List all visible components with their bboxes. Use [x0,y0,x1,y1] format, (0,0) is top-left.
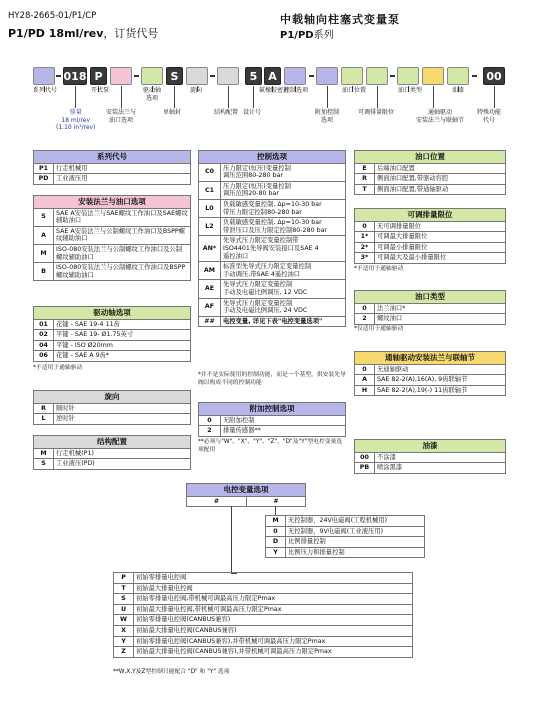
label-port-type: 油口类型 [398,87,423,94]
port-type-note: *仅适用于通轴驱动 [354,326,404,332]
limit-note: *不适用于通轴驱动 [354,266,404,272]
dash [309,75,314,77]
table-row: 2 排量传感器** [199,426,346,437]
doc-cn-subtitle: P1/PD系列 [280,30,334,41]
code-box-control [284,67,306,85]
table-row: L0 负载敏感变量控制, Δp=10-30 bar 带压力限定控制80-280 bar [199,199,346,217]
ec-sub-table [265,515,425,558]
table-row: 0 法兰油口* [355,303,506,314]
label-series: 系列代号 [33,87,58,94]
doc-code: HY28-2665-01/P1/CP [8,11,97,21]
code-box-thru [422,67,444,85]
table-row: 0 无附加控制 [199,415,346,426]
table-row: 2 螺纹油口 [355,314,506,325]
port-pos-table: 油口位置 E 后端油口配置 R 侧面油口配置,带驱动容腔 T 侧面油口配置,带通轴驱动 [354,150,506,195]
table-row: PB 喷涂黑漆 [355,463,506,474]
table-row: C0 压力限定(恒压)变量控制 调压范围80-280 bar [199,163,346,181]
dash [134,75,139,77]
table-row: M ISO-080安装法兰与公制螺纹工作油口及公制螺纹辅助油口 [34,244,191,262]
table-row: 0 无控制器，9V电磁阀(工业液压用) [266,526,425,537]
label-control: 控制选项 [284,87,309,94]
table-row: 04 平键 - ISO Ø20mm [34,340,191,351]
shaft-table: 驱动轴选项 01 花键 - SAE 19-4 11齿 02 平键 - SAE 19- Ø1.75英寸 04 平键 - ISO Ø20mm 06 花键 - SAE A 9齿* [33,306,191,362]
label-thru: 通轴驱动 安装法兰与联轴节 [416,109,465,124]
table-row: S 工业液压(PD) [34,459,191,470]
table-row: ## 电控变量, 详见下表"电控变量选项" [199,316,346,327]
label-paint: 油漆 [452,87,465,94]
table-row: 06 花键 - SAE A 9齿* [34,351,191,362]
label-special: 特殊功能 代号 [477,109,502,124]
table-row: 0 无可调排量限位 [355,221,506,232]
label-mount: 安装法兰与 油口选项 [106,109,137,124]
label-design: 设计号 [243,109,262,116]
table-row: P 初始零排量电控阀 [114,573,413,584]
code-box-mount [110,67,132,85]
code-box-displacement: 018 [63,67,87,85]
label-displacement: 排量 18 ml/rev (1.10 in³/rev) [56,109,96,131]
label-struct: 结构配置 [214,109,239,116]
table-row: D 比例排量控制 [266,537,425,548]
table-row: A SAE 82-2(A),16(A), 9齿联轴节 [355,375,506,386]
mount-table: 安装法兰与油口选项 S SAE A安装法兰与SAE螺纹工作油口及SAE螺纹辅助油口 A SAE A安装法兰与公制螺纹工作油口及BSPP螺纹辅助油口 M ISO-080安装法兰与公制螺纹工作油口及公制螺纹辅助油口 B ISO-080安装法兰与公制螺纹工作油口及BSPP螺纹辅助油口 [33,195,191,281]
port-type-table: 油口类型 0 法兰油口* 2 螺纹油口 [354,290,506,325]
table-row: S 初始零排量电控阀,带机械可调最高压力限定Pmax [114,594,413,605]
doc-title: P1/PD 18ml/rev，订货代号 [8,27,159,40]
ec-header-table: 电控变量选项 # # [186,483,306,507]
code-box-port-pos [341,67,363,85]
series-table: 系列代号 P1 行走机械用 PD 工业液压用 [33,150,191,185]
table-row: R 顺时针 [34,403,191,414]
table-row: U 初始最大排量电控阀,带机械可调最高压力限定Pmax [114,604,413,615]
table-row: P1 行走机械用 [34,163,191,174]
code-box-port-type [397,67,419,85]
ec-note: **W,X,Y及Z型控制只能配合 "D" 和 "Y" 选项 [113,669,230,675]
table-row: 3* 可调最大及最小排量限位 [355,253,506,264]
doc-cn-title: 中载轴向柱塞式变量泵 [280,13,400,26]
code-box-shaft [141,67,163,85]
dash [472,75,477,77]
table-row: W 初始零排量电控阀(CANBUS兼容) [114,615,413,626]
table-row: AN* 先导式压力限定变量控制带 ISO4401先导阀安装接口及SAE 4 遥控油口 [199,236,346,262]
table-row: PD 工业液压用 [34,174,191,185]
label-addl: 附加控制 选项 [315,109,340,124]
table-row: C1 压力限定(恒压)变量控制 调压范围20-80 bar [199,181,346,199]
dash [56,75,61,77]
table-row: T 侧面油口配置,带通轴驱动 [355,184,506,195]
code-box-fkm: A [264,67,281,85]
ec-main-table [113,572,413,658]
thru-table: 通轴驱动安装法兰与联轴节 0 无通轴驱动 A SAE 82-2(A),16(A), 9齿联轴节 H SAE 82-2(A),19(-) 11齿联轴节 [354,351,506,396]
table-row: R 侧面油口配置,带驱动容腔 [355,174,506,185]
control-note: *并不是实际使用的控制功能，而是一个基型，供安装先导阀以构成不同的控制功能 [198,372,346,386]
code-box-design: 5 [245,67,262,85]
table-row: 1* 可调最大排量限位 [355,232,506,243]
table-row: M 行走机械(P1) [34,448,191,459]
table-row: L 逆时针 [34,414,191,425]
code-box-special: 00 [483,67,505,85]
table-row: 01 花键 - SAE 19-4 11齿 [34,319,191,330]
table-row: Y 初始零排量电控阀(CANBUS兼容),并带机械可调最高压力限定Pmax [114,636,413,647]
table-row: AF 先导式压力限定变量控制 手动及电磁比例调压, 24 VDC [199,298,346,316]
addl-table: 附加控制选项 0 无附加控制 2 排量传感器** [198,402,346,437]
label-limit: 可调排量限位 [358,109,395,116]
code-box-rotation [186,67,208,85]
table-row: S SAE A安装法兰与SAE螺纹工作油口及SAE螺纹辅助油口 [34,208,191,226]
label-drive: 驱动轴 选项 [143,87,162,102]
code-box-paint [447,67,469,85]
label-shaft-seal: 单轴封 [163,109,182,116]
table-row: 0 无通轴驱动 [355,364,506,375]
addl-note: **必须与"W"、"X"、"Y"、"Z"、"D"及"Y"型电控变量选项配用 [198,439,343,453]
code-box-series [33,67,55,85]
rotation-table: 旋向 R 顺时针 L 逆时针 [33,390,191,425]
label-seal: 氟橡胶密封 [259,87,290,94]
table-row: Z 初始最大排量电控阀(CANBUS兼容),并带机械可调最高压力限定Pmax [114,647,413,658]
table-row: Y 比例压力和排量控制 [266,547,425,558]
table-row: M 无控制器，24V电磁阀(工程机械用) [266,516,425,527]
code-box-seal: S [166,67,183,85]
label-port-pos: 油口位置 [342,87,367,94]
label-open: 开式泵 [91,87,110,94]
table-row: 00 不涂漆 [355,452,506,463]
dash [210,75,215,77]
table-row: L2 负载敏感变量控制, Δp=10-30 bar 带泄压口及压力限定控制80-280 bar [199,218,346,236]
table-row: T 初始最大排量电控阀 [114,583,413,594]
table-row: X 初始最大排量电控阀(CANBUS兼容) [114,625,413,636]
shaft-note: *不适用于通轴驱动 [33,365,83,371]
table-row: B ISO-080安装法兰与公制螺纹工作油口及BSPP螺纹辅助油口 [34,263,191,281]
table-row: H SAE 82-2(A),19(-) 11齿联轴节 [355,385,506,396]
dash [390,75,395,77]
label-rotation: 旋向 [190,87,203,94]
table-row: 02 平键 - SAE 19- Ø1.75英寸 [34,330,191,341]
limit-table: 可调排量限位 0 无可调排量限位 1* 可调最大排量限位 2* 可调最小排量限位 3* 可调最大及最小排量限位 [354,208,506,264]
control-table: 控制选项 C0 压力限定(恒压)变量控制 调压范围80-280 bar C1 压力限定(恒压)变量控制 调压范围20-80 bar L0 负载敏感变量控制, Δp=10-30 bar 带压力限定控制80-280 bar L2 负载敏感变量控制, Δp=10-30 bar 带泄压口及压力限定控制80-280 bar AN* 先导式压力限定变量控制带 ISO4401先导阀安装接口及SAE 4 遥控油口 AM 标准型先导式压力限定变量控制 手动调压,带SAE 4遥控油口 AE 先导式压力限定变量控制 手动及电磁比例调压, 12 VDC AF 先导式压力限定变量控制 手动及电磁比例调压, 24 VDC ## 电控变量, 详见下表"电控变量选项" [198,150,346,327]
code-box-addl [316,67,338,85]
code-box-struct [217,67,239,85]
table-row: 2* 可调最小排量限位 [355,242,506,253]
paint-table: 油漆 00 不涂漆 PB 喷涂黑漆 [354,439,506,474]
table-row: AM 标准型先导式压力限定变量控制 手动调压,带SAE 4遥控油口 [199,262,346,280]
table-row: A SAE A安装法兰与公制螺纹工作油口及BSPP螺纹辅助油口 [34,226,191,244]
struct-table: 结构配置 M 行走机械(P1) S 工业液压(PD) [33,435,191,470]
table-row: E 后端油口配置 [355,163,506,174]
code-box-limit [366,67,388,85]
code-box-open: P [90,67,107,85]
table-row: AE 先导式压力限定变量控制 手动及电磁比例调压, 12 VDC [199,280,346,298]
